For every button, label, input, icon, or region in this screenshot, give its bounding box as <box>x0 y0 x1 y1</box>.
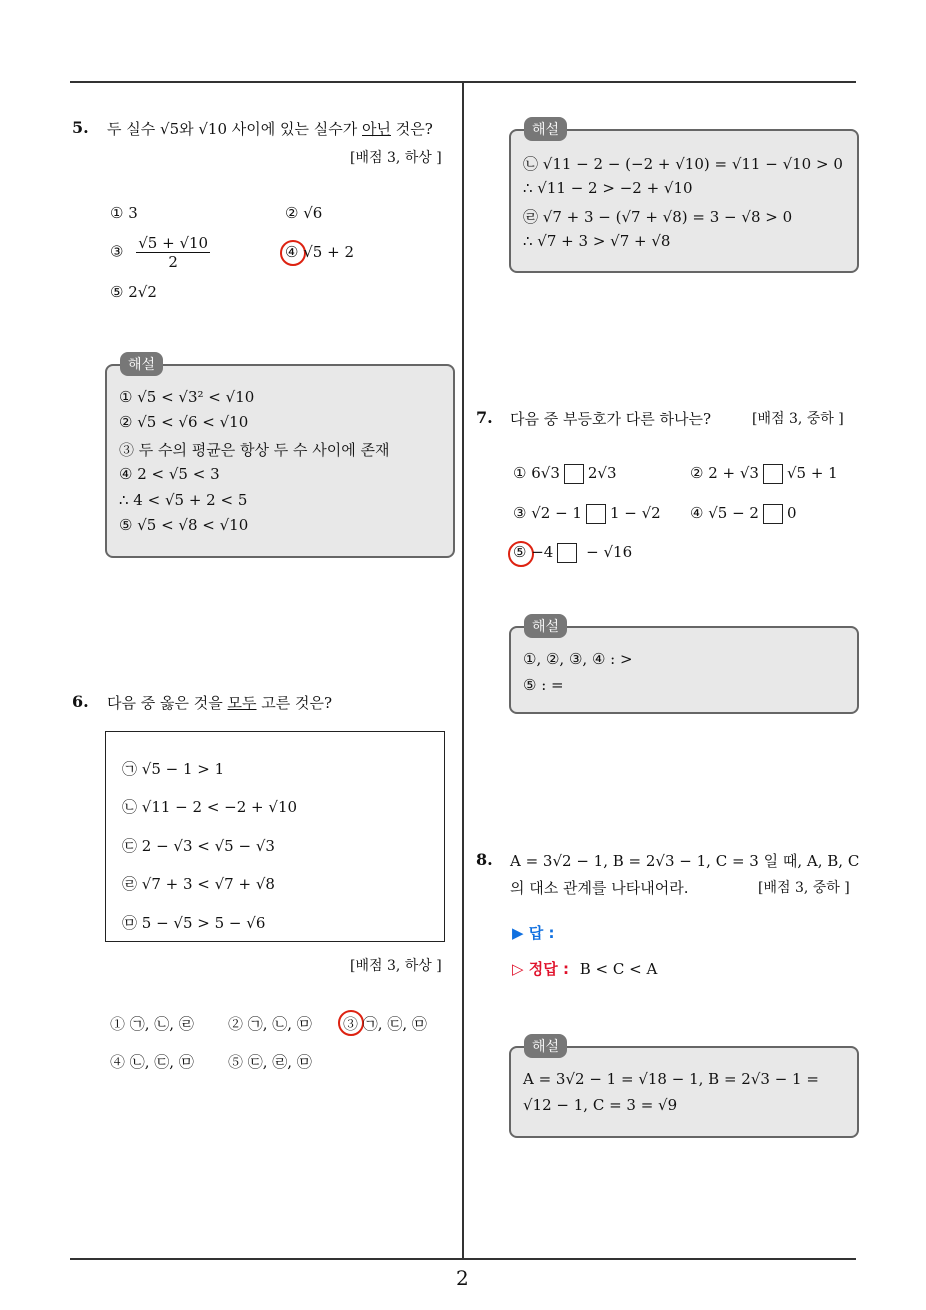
q5-text <box>107 118 433 139</box>
q7-option-3[interactable] <box>513 504 661 524</box>
q6-text-underline: 모두 <box>227 694 257 712</box>
q7-option-2-blank <box>763 464 783 484</box>
q5-solution-tag: 해설 <box>120 352 163 376</box>
q7-option-4[interactable] <box>690 504 797 524</box>
q7-option-2-right: √5 + 1 <box>786 464 838 482</box>
q7-option-4-left: ④ √5 − 2 <box>690 504 759 522</box>
q7-option-1-right: 2√3 <box>587 464 617 482</box>
q7-option-3-left: ③ √2 − 1 <box>513 504 582 522</box>
q6-text <box>107 692 332 713</box>
q7-option-4-right: 0 <box>786 504 797 522</box>
q6-condition-1: ㉠ √5 − 1 > 1 <box>122 760 225 778</box>
q8-solution-line-1: A = 3√2 − 1 = √18 − 1, B = 2√3 − 1 = <box>523 1070 819 1088</box>
q6-solution-tag: 해설 <box>524 117 567 141</box>
q5-solution-line-2: ② √5 < √6 < √10 <box>119 413 249 431</box>
q8-score: [배점 3, 중하 ] <box>758 880 850 896</box>
q7-option-5-right: − √16 <box>581 543 633 561</box>
q5-solution-line-4: ④ 2 < √5 < 3 <box>119 465 220 483</box>
q6-number: 6. <box>72 692 89 711</box>
q6-conditions-box <box>105 731 445 942</box>
q6-solution-line-4: ∴ √7 + 3 > √7 + √8 <box>523 232 671 250</box>
bottom-rule <box>70 1258 856 1260</box>
q8-solution-box <box>509 1039 859 1138</box>
q5-solution-box <box>105 357 455 558</box>
q6-condition-3: ㉢ 2 − √3 < √5 − √3 <box>122 837 275 855</box>
q8-correct-label: ▷ 정답 : <box>512 960 569 978</box>
q6-condition-4: ㉣ √7 + 3 < √7 + √8 <box>122 875 275 893</box>
q7-solution-line-1: ①, ②, ③, ④ : > <box>523 650 633 668</box>
q5-option-3-label: ③ <box>110 242 124 261</box>
q5-number: 5. <box>72 118 89 137</box>
q6-solution-line-2: ∴ √11 − 2 > −2 + √10 <box>523 179 693 197</box>
q7-number: 7. <box>476 408 493 427</box>
q7-option-5[interactable] <box>513 543 632 563</box>
q7-option-3-blank <box>586 504 606 524</box>
q6-solution-line-1: ㉡ √11 − 2 − (−2 + √10) = √11 − √10 > 0 <box>523 155 843 173</box>
page-number: 2 <box>456 1266 469 1290</box>
q7-solution-tag: 해설 <box>524 614 567 638</box>
q5-option-4[interactable] <box>285 243 354 261</box>
q6-option-3-label: ③ <box>343 1015 359 1033</box>
q7-option-2[interactable] <box>690 464 838 484</box>
q5-option-3-fraction <box>136 234 210 271</box>
q6-option-3-value: ㉠, ㉢, ㉤ <box>362 1015 427 1033</box>
q6-option-1[interactable]: ① ㉠, ㉡, ㉣ <box>110 1015 194 1033</box>
q7-score: [배점 3, 중하 ] <box>752 411 844 427</box>
q7-option-4-blank <box>763 504 783 524</box>
q5-option-4-value: √5 + 2 <box>303 243 354 261</box>
q7-option-3-right: 1 − √2 <box>609 504 661 522</box>
q5-option-3-numerator: √5 + √10 <box>138 234 209 252</box>
q5-option-2[interactable]: ② √6 <box>285 204 323 222</box>
q6-condition-5: ㉤ 5 − √5 > 5 − √6 <box>122 914 266 932</box>
q5-option-1[interactable]: ① 3 <box>110 204 138 222</box>
q5-score: [배점 3, 하상 ] <box>350 150 442 166</box>
q7-option-1[interactable] <box>513 464 617 484</box>
q5-text-b: 것은? <box>391 120 433 138</box>
q5-solution-line-6: ⑤ √5 < √8 < √10 <box>119 516 249 534</box>
q6-option-5[interactable]: ⑤ ㉢, ㉣, ㉤ <box>228 1053 312 1071</box>
q7-option-5-label: ⑤ <box>513 543 527 561</box>
q6-text-a: 다음 중 옳은 것을 <box>107 694 228 712</box>
q8-correct-answer <box>512 958 657 979</box>
q6-score: [배점 3, 하상 ] <box>350 958 442 974</box>
q5-solution-line-1: ① √5 < √3² < √10 <box>119 388 255 406</box>
q5-option-5[interactable]: ⑤ 2√2 <box>110 283 157 301</box>
q7-option-5-blank <box>557 543 577 563</box>
q7-solution-line-2: ⑤ : = <box>523 676 564 694</box>
q7-option-1-left: ① 6√3 <box>513 464 560 482</box>
q8-line-1: A = 3√2 − 1, B = 2√3 − 1, C = 3 일 때, A, B, C <box>510 852 860 870</box>
q5-option-4-label: ④ <box>285 243 299 261</box>
q6-solution-box <box>509 122 859 273</box>
q7-text: 다음 중 부등호가 다른 하나는? <box>510 410 711 428</box>
q5-solution-line-5: ∴ 4 < √5 + 2 < 5 <box>119 491 248 509</box>
q6-option-4[interactable]: ④ ㉡, ㉢, ㉤ <box>110 1053 194 1071</box>
q5-option-3-denominator: 2 <box>168 253 178 271</box>
q5-option-3[interactable] <box>110 234 210 271</box>
q7-option-1-blank <box>564 464 584 484</box>
q7-option-2-left: ② 2 + √3 <box>690 464 759 482</box>
q5-solution-line-3: ③ 두 수의 평균은 항상 두 수 사이에 존재 <box>119 441 390 459</box>
q6-solution-line-3: ㉣ √7 + 3 − (√7 + √8) = 3 − √8 > 0 <box>523 208 793 226</box>
q6-option-2[interactable]: ② ㉠, ㉡, ㉤ <box>228 1015 312 1033</box>
q8-number: 8. <box>476 850 493 869</box>
q5-text-a: 두 실수 √5와 √10 사이에 있는 실수가 <box>107 120 363 138</box>
q8-solution-line-2: √12 − 1, C = 3 = √9 <box>523 1096 678 1114</box>
q7-solution-box <box>509 619 859 714</box>
q5-text-underline: 아닌 <box>362 120 391 138</box>
q8-correct-value: B < C < A <box>579 960 658 978</box>
q6-option-3[interactable] <box>343 1013 427 1034</box>
q6-text-b: 고른 것은? <box>256 694 333 712</box>
q8-answer-label: ▶ 답 : <box>512 924 555 942</box>
column-divider <box>462 82 464 1259</box>
q8-solution-tag: 해설 <box>524 1034 567 1058</box>
q6-condition-2: ㉡ √11 − 2 < −2 + √10 <box>122 798 298 816</box>
q7-option-5-left: −4 <box>531 543 554 561</box>
q8-line-2: 의 대소 관계를 나타내어라. <box>510 879 689 897</box>
